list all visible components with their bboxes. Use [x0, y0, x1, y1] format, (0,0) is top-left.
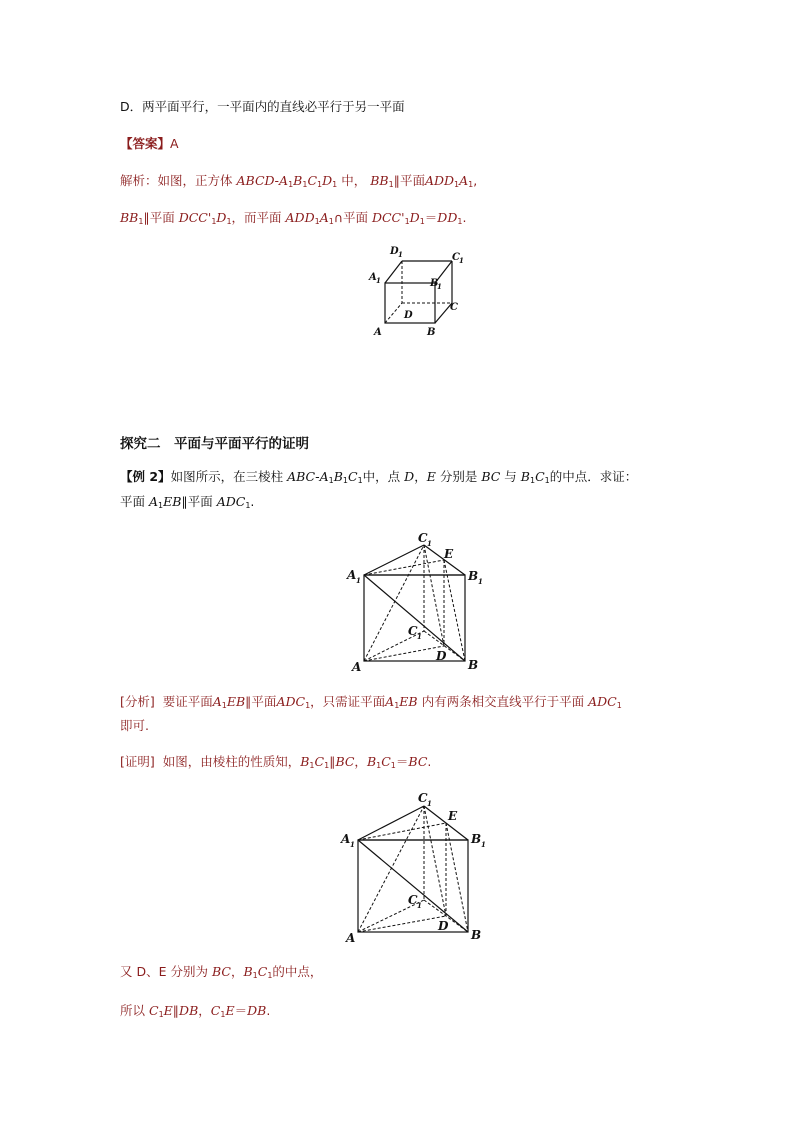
svg-text:1: 1: [427, 799, 432, 808]
prism1-label-b: B: [468, 658, 479, 672]
prism1-label-c1: C: [418, 531, 428, 545]
analysis-line-1: 解析：如图，正方体 ABCD-$A_1B_1C_1D_1$ 中， $BB_1\parallel$平面$ADD_1A_1$,: [120, 173, 478, 189]
analysis-cap: ∩平面: [333, 210, 368, 225]
cube-label-c1: C: [452, 252, 460, 263]
svg-text:1: 1: [437, 282, 442, 291]
example-line-1: 【例 2】如图所示，在三棱柱 ABC-$A_1B_1C_1$中，点 D，E 分别是 BC 与 $B_1C_1$的中点．求证：: [120, 469, 638, 485]
analysis-prefix: 解析：如图，正方体: [120, 173, 233, 188]
prism-figure-2: [338, 788, 498, 948]
svg-text:1: 1: [356, 576, 361, 585]
prism2-label-c1: C: [418, 791, 428, 805]
line-you: 又 D、E 分别为 BC，$B_1C_1$的中点，: [120, 964, 323, 980]
cube-label-a: A: [374, 327, 382, 338]
prism2-label-a: A: [346, 931, 356, 945]
cube-label-b1: B: [430, 278, 439, 289]
cube-figure: [362, 238, 482, 348]
fenxi-line-2: 即可.: [120, 718, 149, 733]
proof-tag: [证明]: [120, 754, 155, 769]
svg-text:1: 1: [376, 276, 381, 285]
section-title: 探究二 平面与平面平行的证明: [120, 436, 309, 452]
option-d: D．两平面平行，一平面内的直线必平行于另一平面: [120, 99, 405, 114]
analysis-eq: ＝: [424, 210, 438, 225]
prism2-label-b: B: [471, 928, 482, 942]
answer-label: 【答案】: [120, 136, 171, 151]
prism-figure-1: [342, 528, 502, 678]
svg-text:1: 1: [350, 840, 355, 849]
svg-text:1: 1: [417, 901, 422, 910]
prism1-label-d: D: [436, 649, 447, 663]
cube-name: ABCD: [236, 173, 275, 188]
analysis-line-2: $BB_1\parallel$平面 $DCC'_1D_1$，而平面 $ADD_1A_1\cap$平面 $DCC'_1D_1=DD_1$.: [120, 210, 467, 226]
svg-text:1: 1: [481, 840, 486, 849]
example-tag: 【例 2】: [120, 469, 171, 484]
prism2-label-c: C: [408, 893, 418, 907]
example-line-2: 平面 $A_1EB\parallel$平面 $ADC_1$.: [120, 494, 255, 510]
proof-line: [证明] 如图，由棱柱的性质知，$B_1C_1\parallel BC$，$B_1C_1=BC$.: [120, 754, 432, 770]
answer-value: A: [170, 136, 179, 151]
cube-label-d: D: [404, 310, 413, 321]
analysis-mid: 中，: [341, 173, 367, 188]
line-suoyi: 所以 $C_1E\parallel DB$，$C_1E=DB$.: [120, 1003, 271, 1019]
svg-text:1: 1: [417, 632, 422, 641]
prism2-label-b1: B: [471, 832, 482, 846]
fenxi-tag: [分析]: [120, 694, 155, 709]
prism1-label-b1: B: [468, 569, 479, 583]
fenxi-line-1: [分析] 要证平面$A_1EB\parallel$平面$ADC_1$，只需证平面$A_1EB$ 内有两条相交直线平行于平面 $ADC_1$: [120, 694, 622, 710]
cube-label-d1: D: [390, 246, 399, 257]
svg-text:1: 1: [459, 256, 464, 265]
answer-line: [120, 135, 179, 153]
svg-text:1: 1: [398, 250, 403, 259]
analysis-par: ∥平面: [393, 173, 425, 188]
prism1-label-c: C: [408, 624, 418, 638]
prism1-label-a1: A: [347, 568, 357, 582]
analysis-er: ，而平面: [231, 210, 282, 225]
analysis-par-2: ∥平面: [143, 210, 175, 225]
prism2-label-e: E: [448, 809, 458, 823]
cube-label-a1: A: [369, 272, 377, 283]
cube-label-c: C: [450, 302, 458, 313]
prism1-label-e: E: [444, 547, 454, 561]
prism2-label-d: D: [438, 919, 449, 933]
cube-label-b: B: [427, 327, 436, 338]
prism1-label-a: A: [352, 660, 362, 674]
svg-text:1: 1: [427, 539, 432, 548]
svg-text:1: 1: [478, 577, 483, 586]
prism2-label-a1: A: [341, 832, 351, 846]
